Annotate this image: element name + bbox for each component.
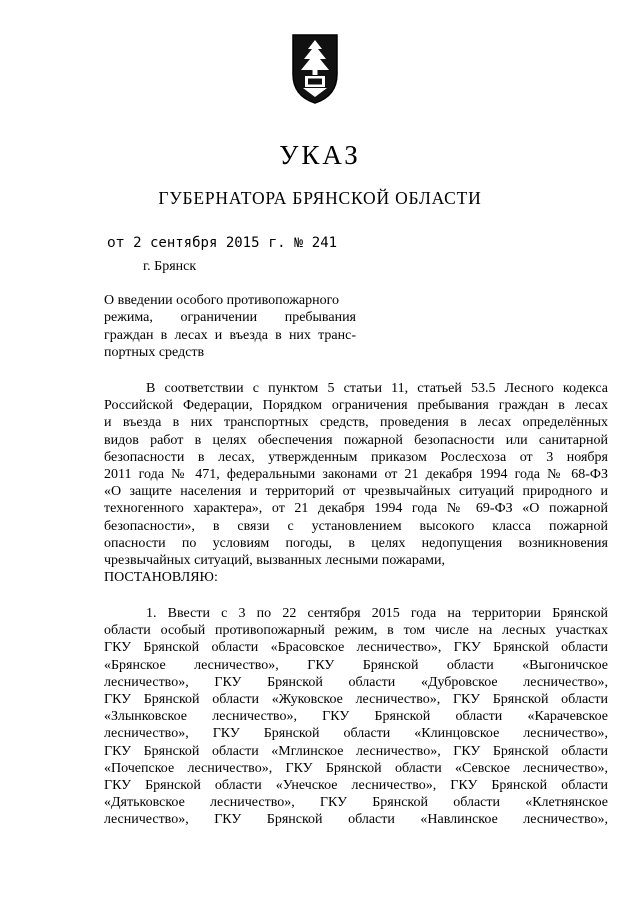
text-line: видов работ в целях обеспечения пожарной безопасности или санитарной	[104, 432, 608, 448]
text-line: ГКУ Брянской области «Мглинское лесничество», ГКУ Брянской области	[104, 743, 608, 759]
text-line: области особый противопожарный режим, в том числе на лесных участках	[104, 623, 608, 639]
city: г. Брянск	[143, 259, 197, 274]
text-line: и въезда в них транспортных средств, проведения в лесах определённых	[104, 415, 608, 431]
decree-subject	[104, 292, 356, 361]
resolution-heading: ПОСТАНОВЛЯЮ:	[104, 570, 218, 586]
text-line: лесничество», ГКУ Брянской области «Клинцовское лесничество»,	[104, 726, 608, 742]
subject-line: граждан в лесах и въезда в них транс-	[104, 327, 356, 343]
text-line: ГКУ Брянской области «Жуковское лесничество», ГКУ Брянской области	[104, 691, 608, 707]
preamble-paragraph	[104, 380, 608, 586]
text-line: 2011 года № 471, федеральными законами от 21 декабря 1994 года № 68-ФЗ	[104, 466, 608, 482]
date-value: 2 сентября 2015	[133, 235, 260, 251]
coat-of-arms-icon	[289, 32, 341, 106]
number-sign: №	[294, 236, 304, 252]
date-prefix: от	[107, 236, 125, 252]
text-line: ГКУ Брянской области «Брасовское лесничество», ГКУ Брянской области	[104, 640, 608, 656]
text-line: лесничество», ГКУ Брянской области «Дубровское лесничество»,	[104, 674, 608, 690]
text-line: 1. Ввести с 3 по 22 сентября 2015 года на территории Брянской	[146, 606, 608, 621]
document-subtitle: ГУБЕРНАТОРА БРЯНСКОЙ ОБЛАСТИ	[158, 188, 482, 208]
clause-1-paragraph	[104, 605, 608, 828]
text-line: лесничество», ГКУ Брянской области «Навлинское лесничество»,	[104, 812, 608, 828]
text-line: техногенного характера», от 21 декабря 1994 года № 69-ФЗ «О пожарной	[104, 501, 608, 517]
text-line: «О защите населения и территорий от чрезвычайных ситуаций природного и	[104, 484, 608, 500]
date-number-line	[107, 235, 337, 252]
text-line: «Брянское лесничество», ГКУ Брянской области «Выгоничское	[104, 657, 608, 673]
subject-line: портных средств	[104, 344, 205, 360]
text-line: ГКУ Брянской области «Унечское лесничество», ГКУ Брянской области	[104, 777, 608, 793]
subject-line: О введении особого противопожарного	[104, 293, 340, 308]
text-line: «Злынковское лесничество», ГКУ Брянской области «Карачевское	[104, 709, 608, 725]
text-line: Российской Федерации, Порядком ограничения пребывания граждан в лесах	[104, 398, 608, 414]
text-line: чрезвычайных ситуаций, вызванных лесными пожарами,	[104, 552, 445, 568]
text-line: «Почепское лесничество», ГКУ Брянской области «Севское лесничество»,	[104, 760, 608, 776]
date-suffix: г.	[268, 236, 286, 252]
text-line: опасности по условиям погоды, в целях недопущения возникновения	[104, 535, 608, 551]
text-line: «Дятьковское лесничество», ГКУ Брянской области «Клетнянское	[104, 795, 608, 811]
document-title: УКАЗ	[279, 140, 361, 170]
text-line: безопасности в лесах, утвержденным приказом Рослесхоза от 3 ноября	[104, 449, 608, 465]
subject-line: режима, ограничении пребывания	[104, 310, 356, 326]
text-line: В соответствии с пунктом 5 статьи 11, статьей 53.5 Лесного кодекса	[146, 381, 608, 396]
decree-number: 241	[311, 235, 338, 251]
text-line: безопасности», в связи с установлением высокого класса пожарной	[104, 518, 608, 534]
